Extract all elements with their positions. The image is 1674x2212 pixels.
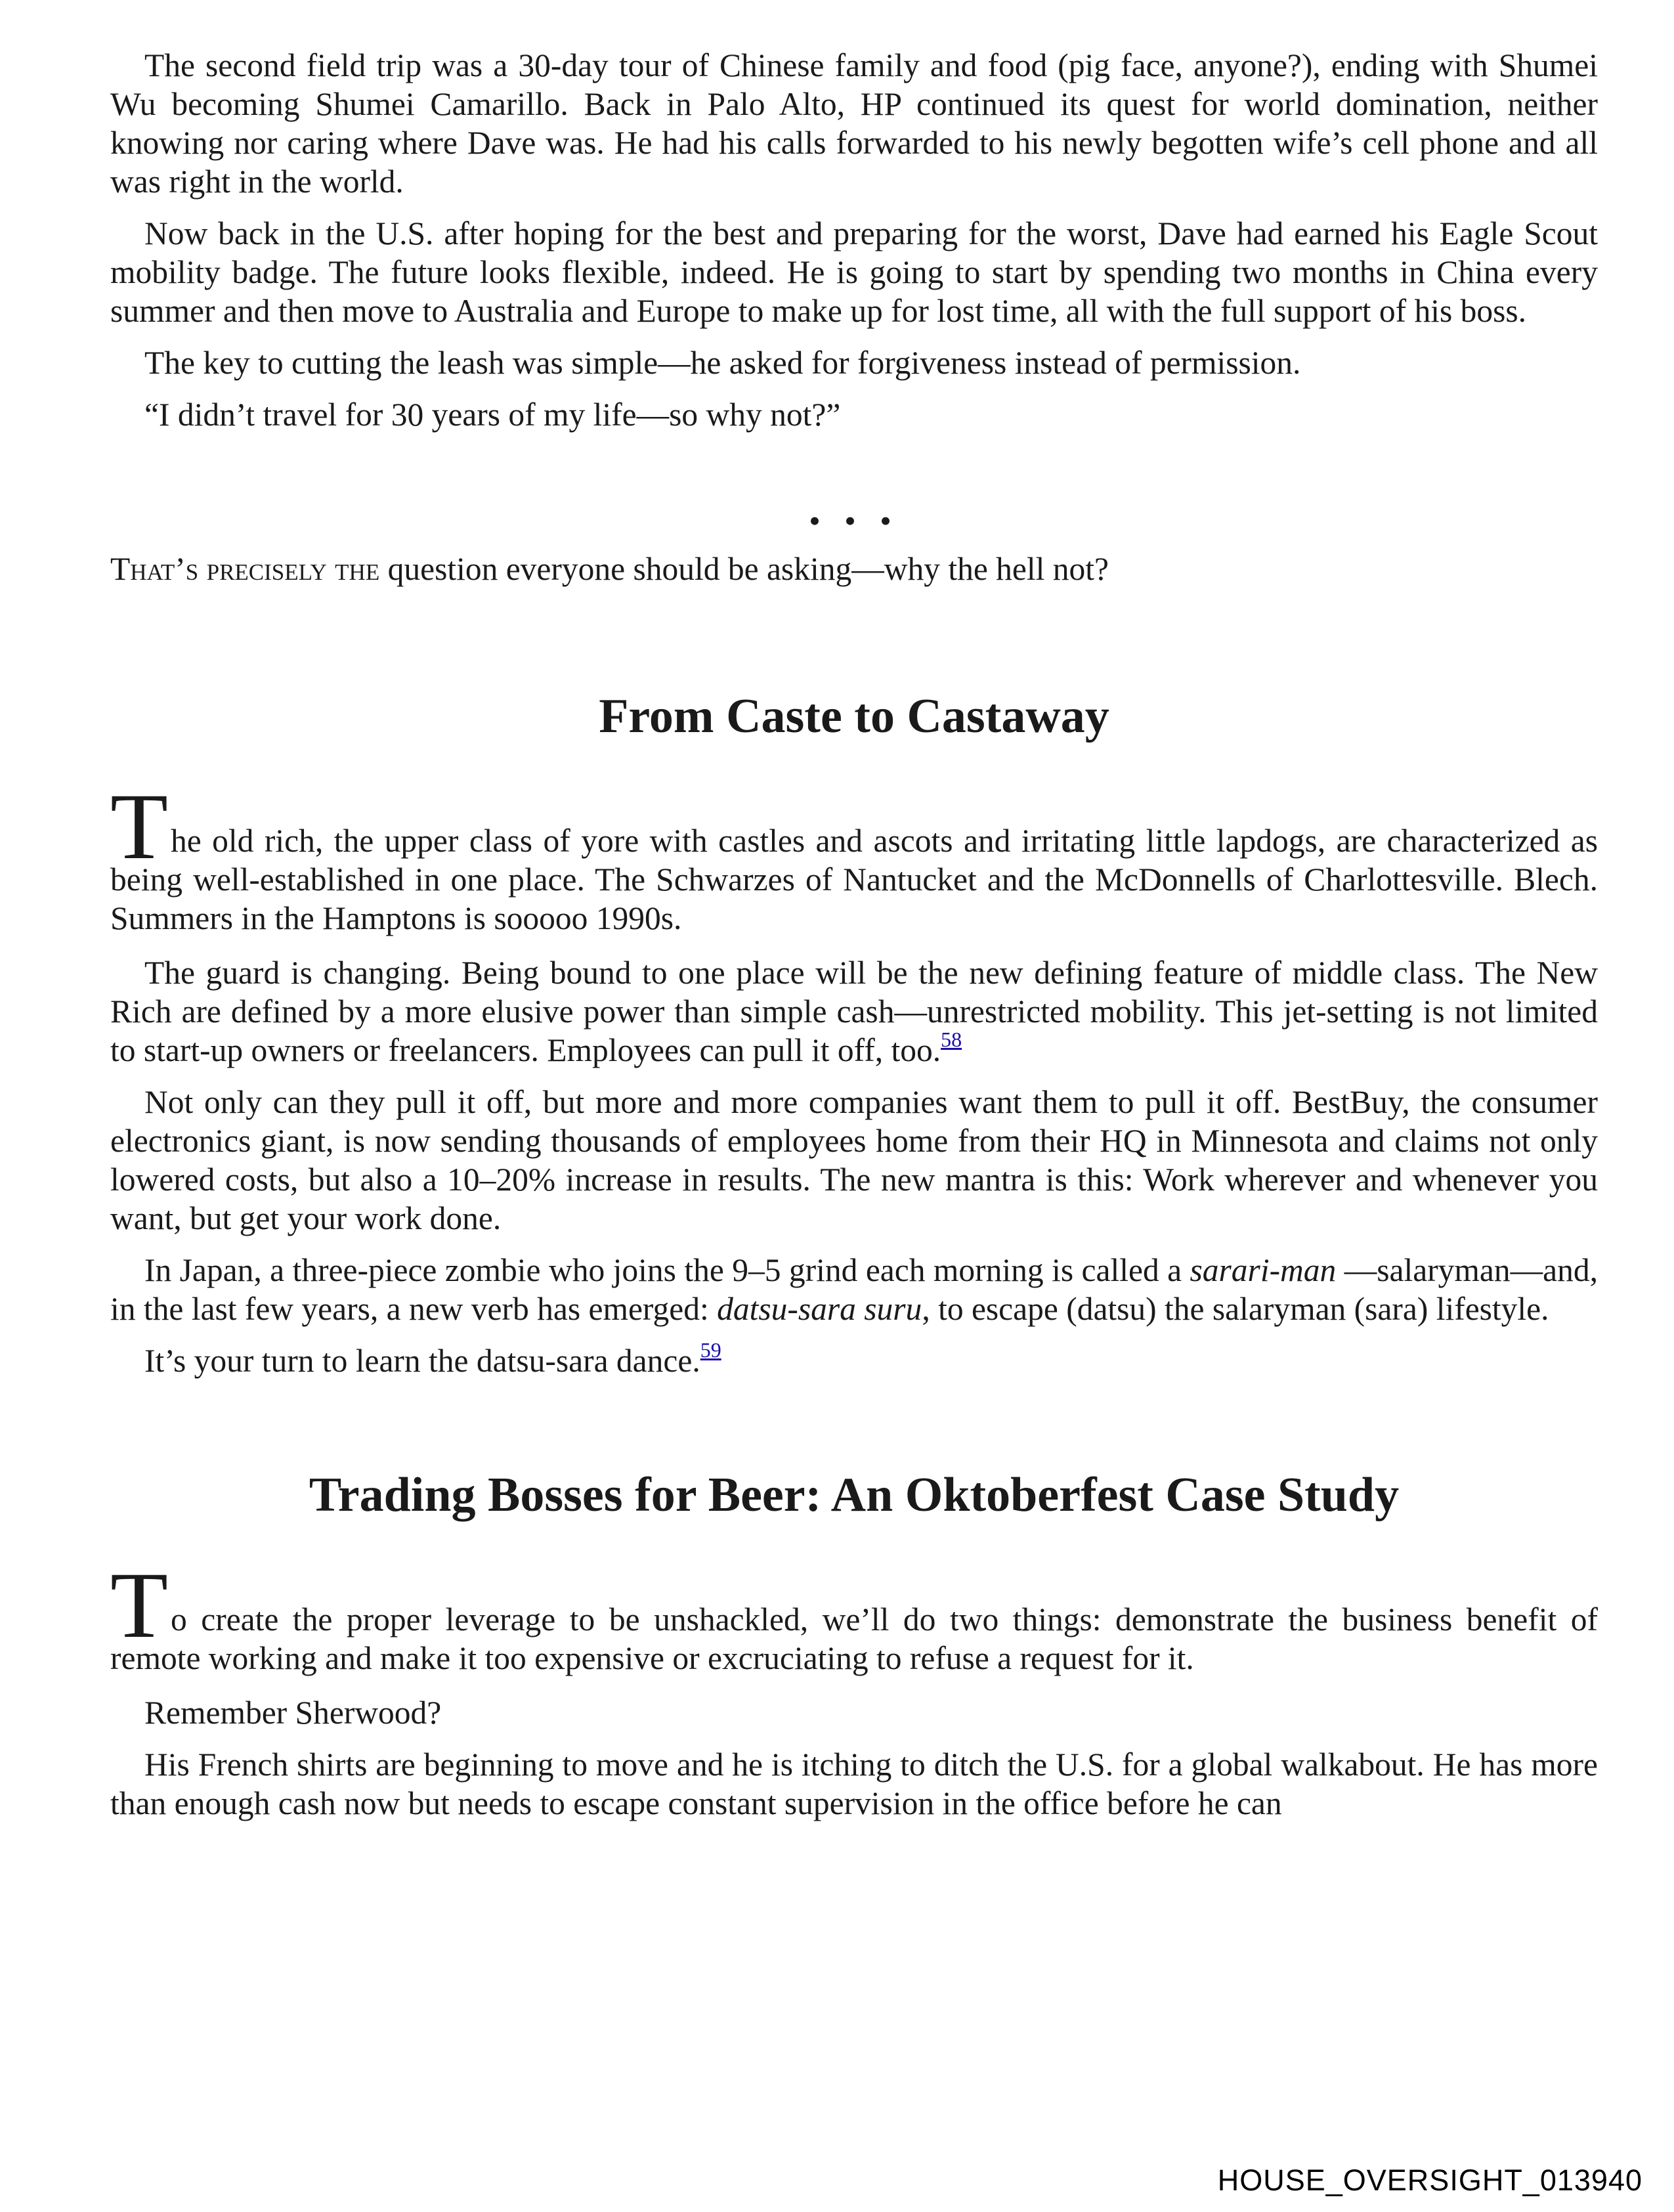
caste-paragraph-2 xyxy=(110,953,1598,1070)
intro-quote: “I didn’t travel for 30 years of my life—so why not?” xyxy=(144,397,841,433)
drop-cap: T xyxy=(110,1553,168,1658)
intro-paragraph-2: Now back in the U.S. after hoping for the best and preparing for the worst, Dave had earned his Eagle Scout mobility badge. The future looks flexible, indeed. He is going to start by spending two months in China every summer and then move to Australia and Europe to make up for lost time, all with the full support of his boss. xyxy=(110,215,1598,329)
oktoberfest-paragraph-2: Remember Sherwood? xyxy=(144,1695,442,1731)
drop-cap: T xyxy=(110,775,168,879)
footnote-link-58[interactable]: 58 xyxy=(941,1028,962,1051)
caste-paragraph-5 xyxy=(110,1338,1598,1380)
oktoberfest-paragraph-3: His French shirts are beginning to move and he is itching to ditch the U.S. for a global walkabout. He has more than enough cash now but needs to escape constant supervision in the office before he can xyxy=(110,1746,1598,1821)
caste-paragraph-3: Not only can they pull it off, but more and more companies want them to pull it off. BestBuy, the consumer electronics giant, is now sending thousands of employees home from their HQ in Minnesota and claims not only lowered costs, but also a 10–20% increase in results. The new mantra is this: Work wherever and whenever you want, but get your work done. xyxy=(110,1084,1598,1236)
section-heading-caste: From Caste to Castaway xyxy=(599,689,1109,743)
caste-paragraph-4-text-c: , to escape (datsu) the salaryman (sara) lifestyle. xyxy=(922,1291,1549,1327)
caste-paragraph-1 xyxy=(110,775,1598,938)
footnote-link-59[interactable]: 59 xyxy=(700,1338,721,1362)
caste-paragraph-1-text: he old rich, the upper class of yore with castles and ascots and irritating little lapdogs, are characterized as being well-established in one place. The Schwarzes of Nantucket and the McDonnells of Charlottesville. Blech. Summers in the Hamptons is sooooo 1990s. xyxy=(110,823,1598,936)
small-caps-lead: That’s precisely the xyxy=(110,551,380,587)
bates-stamp: HOUSE_OVERSIGHT_013940 xyxy=(1217,2163,1642,2197)
caste-paragraph-4 xyxy=(110,1251,1598,1328)
transition-paragraph xyxy=(110,550,1598,588)
page-body xyxy=(110,46,1598,1823)
intro-paragraph-3: The key to cutting the leash was simple—he asked for forgiveness instead of permission. xyxy=(144,345,1301,381)
caste-paragraph-4-text-b: —salaryman—and, in the last few years, a new verb has emerged: xyxy=(110,1252,1599,1327)
caste-paragraph-2-text: The guard is changing. Being bound to one place will be the new defining feature of middle class. The New Rich are defined by a more elusive power than simple cash—unrestricted mobility. This jet-setting is not limited to start-up owners or freelancers. Employees can pull it off, too. xyxy=(110,955,1598,1068)
oktoberfest-paragraph-1 xyxy=(110,1553,1598,1678)
term-sarari-man: sarari-man xyxy=(1190,1252,1337,1288)
caste-paragraph-5-text: It’s your turn to learn the datsu-sara dance. xyxy=(144,1343,700,1379)
transition-text: question everyone should be asking—why the hell not? xyxy=(379,551,1109,587)
section-separator: • • • xyxy=(809,502,899,539)
oktoberfest-paragraph-1-text: o create the proper leverage to be unshackled, we’ll do two things: demonstrate the business benefit of remote working and make it too expensive or excruciating to refuse a request for it. xyxy=(110,1601,1598,1676)
term-datsu-sara-suru: datsu-sara suru xyxy=(717,1291,922,1327)
caste-paragraph-4-text-a: In Japan, a three-piece zombie who joins the 9–5 grind each morning is called a xyxy=(144,1252,1190,1288)
intro-paragraph-1: The second field trip was a 30-day tour of Chinese family and food (pig face, anyone?), ending with Shumei Wu becoming Shumei Camarillo. Back in Palo Alto, HP continued its quest for world domination, neither knowing nor caring where Dave was. He had his calls forwarded to his newly begotten wife’s cell phone and all was right in the world. xyxy=(110,47,1598,200)
section-heading-oktoberfest: Trading Bosses for Beer: An Oktoberfest Case Study xyxy=(309,1468,1400,1522)
